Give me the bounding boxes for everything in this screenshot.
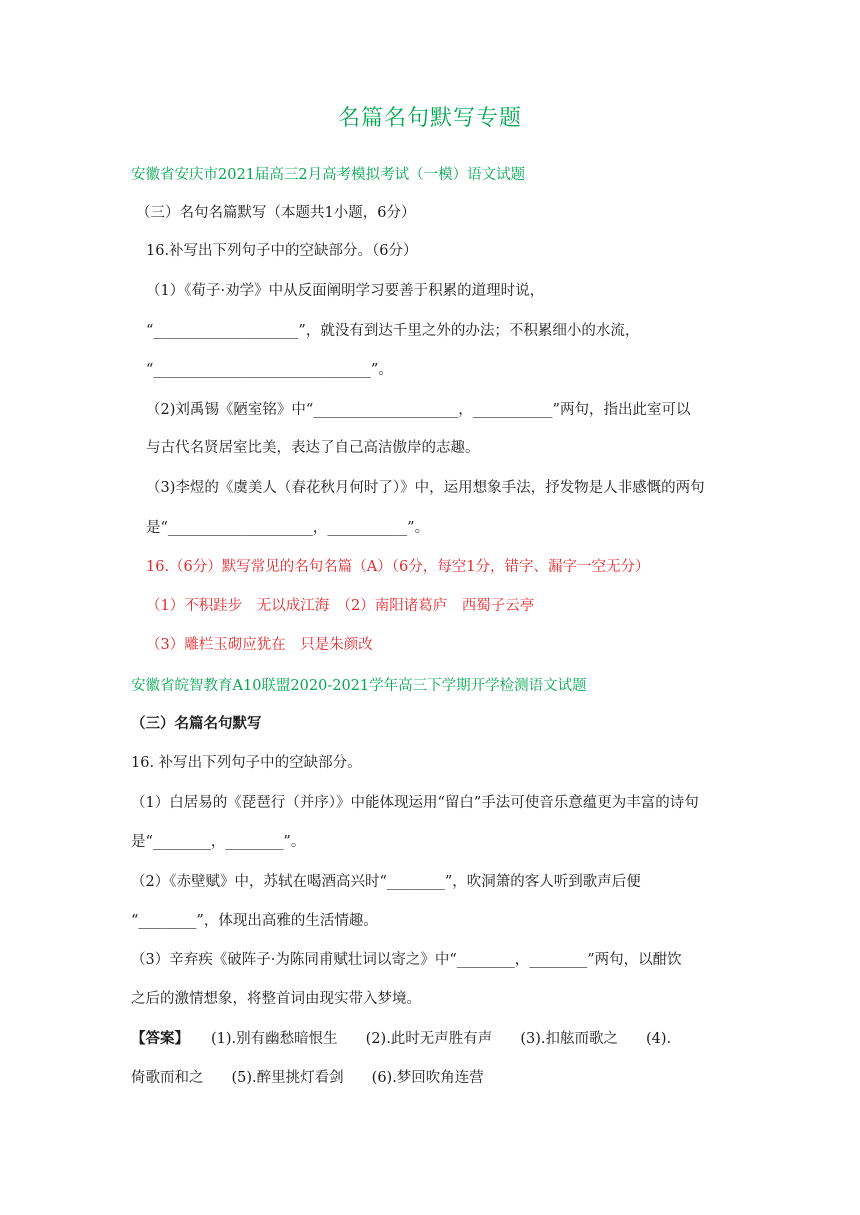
section-heading-2: （三）名篇名句默写 [131,715,262,732]
answer-entry: (5).醉里挑灯看剑 [231,1070,344,1086]
question-item: 与古代名贤居室比美，表达了自己高洁傲岸的志趣。 [146,440,480,456]
question-item: “______________________________”。 [146,362,393,378]
source-line-2: 安徽省皖智教育A10联盟2020-2021学年高三下学期开学检测语文试题 [131,678,587,694]
answer-line-1 [131,1029,671,1049]
question-item: 是“________，________”。 [131,834,306,850]
answer-line: （1）不积跬步 无以成江海 （2）南阳诸葛庐 西蜀子云亭 [146,598,535,614]
question-16-b: 16. 补写出下列句子中的空缺部分。 [131,755,362,771]
source-line-1: 安徽省安庆市2021届高三2月高考模拟考试（一模）语文试题 [131,167,526,183]
answer-entry: (1).别有幽愁暗恨生 [211,1031,338,1047]
question-item: （2)刘禹锡《陋室铭》中“____________________，___________”两句，指出此室可以 [146,402,691,418]
answer-heading-1: 16.（6分）默写常见的名句名篇（A）（6分，每空1分，错字、漏字一空无分） [146,559,650,575]
question-item: （3)李煜的《虞美人（春花秋月何时了）》中，运用想象手法，抒发物是人非感慨的两句 [146,480,705,496]
answer-entry: (3).扣舷而歌之 [520,1031,618,1047]
question-item: “________”，体现出高雅的生活情趣。 [131,913,378,929]
answer-entry: 倚歌而和之 [131,1070,204,1086]
question-item: 是“____________________，___________”。 [146,520,430,536]
answer-line: （3）雕栏玉砌应犹在 只是朱颜改 [146,637,373,653]
answer-entry: (4). [645,1031,672,1047]
question-item: “____________________”，就没有到达千里之外的办法；不积累细小的水流， [146,323,640,339]
page-title: 名篇名句默写专题 [337,106,522,131]
answer-entry: (2).此时无声胜有声 [365,1031,493,1047]
question-16-a: 16.补写出下列句子中的空缺部分。（6分） [146,243,418,259]
question-item: （2）《赤壁赋》中，苏轼在喝酒高兴时“________”，吹洞箫的客人听到歌声后便 [131,874,641,890]
answer-line-2 [131,1068,484,1088]
question-item: （1）白居易的《琵琶行（并序）》中能体现运用“留白”手法可使音乐意蕴更为丰富的诗句 [131,795,699,811]
answer-entry: (6).梦回吹角连营 [371,1070,484,1086]
question-item: （3）辛弃疾《破阵子·为陈同甫赋壮词以寄之》中“________，________”两句，以酣饮 [131,952,682,968]
question-item: （1）《荀子·劝学》中从反面阐明学习要善于积累的道理时说， [146,283,545,299]
question-item: 之后的激情想象，将整首词由现实带入梦境。 [131,991,421,1007]
section-heading-1: （三）名句名篇默写（本题共1小题，6分） [136,205,416,221]
answer-label: 【答案】 [131,1030,189,1047]
